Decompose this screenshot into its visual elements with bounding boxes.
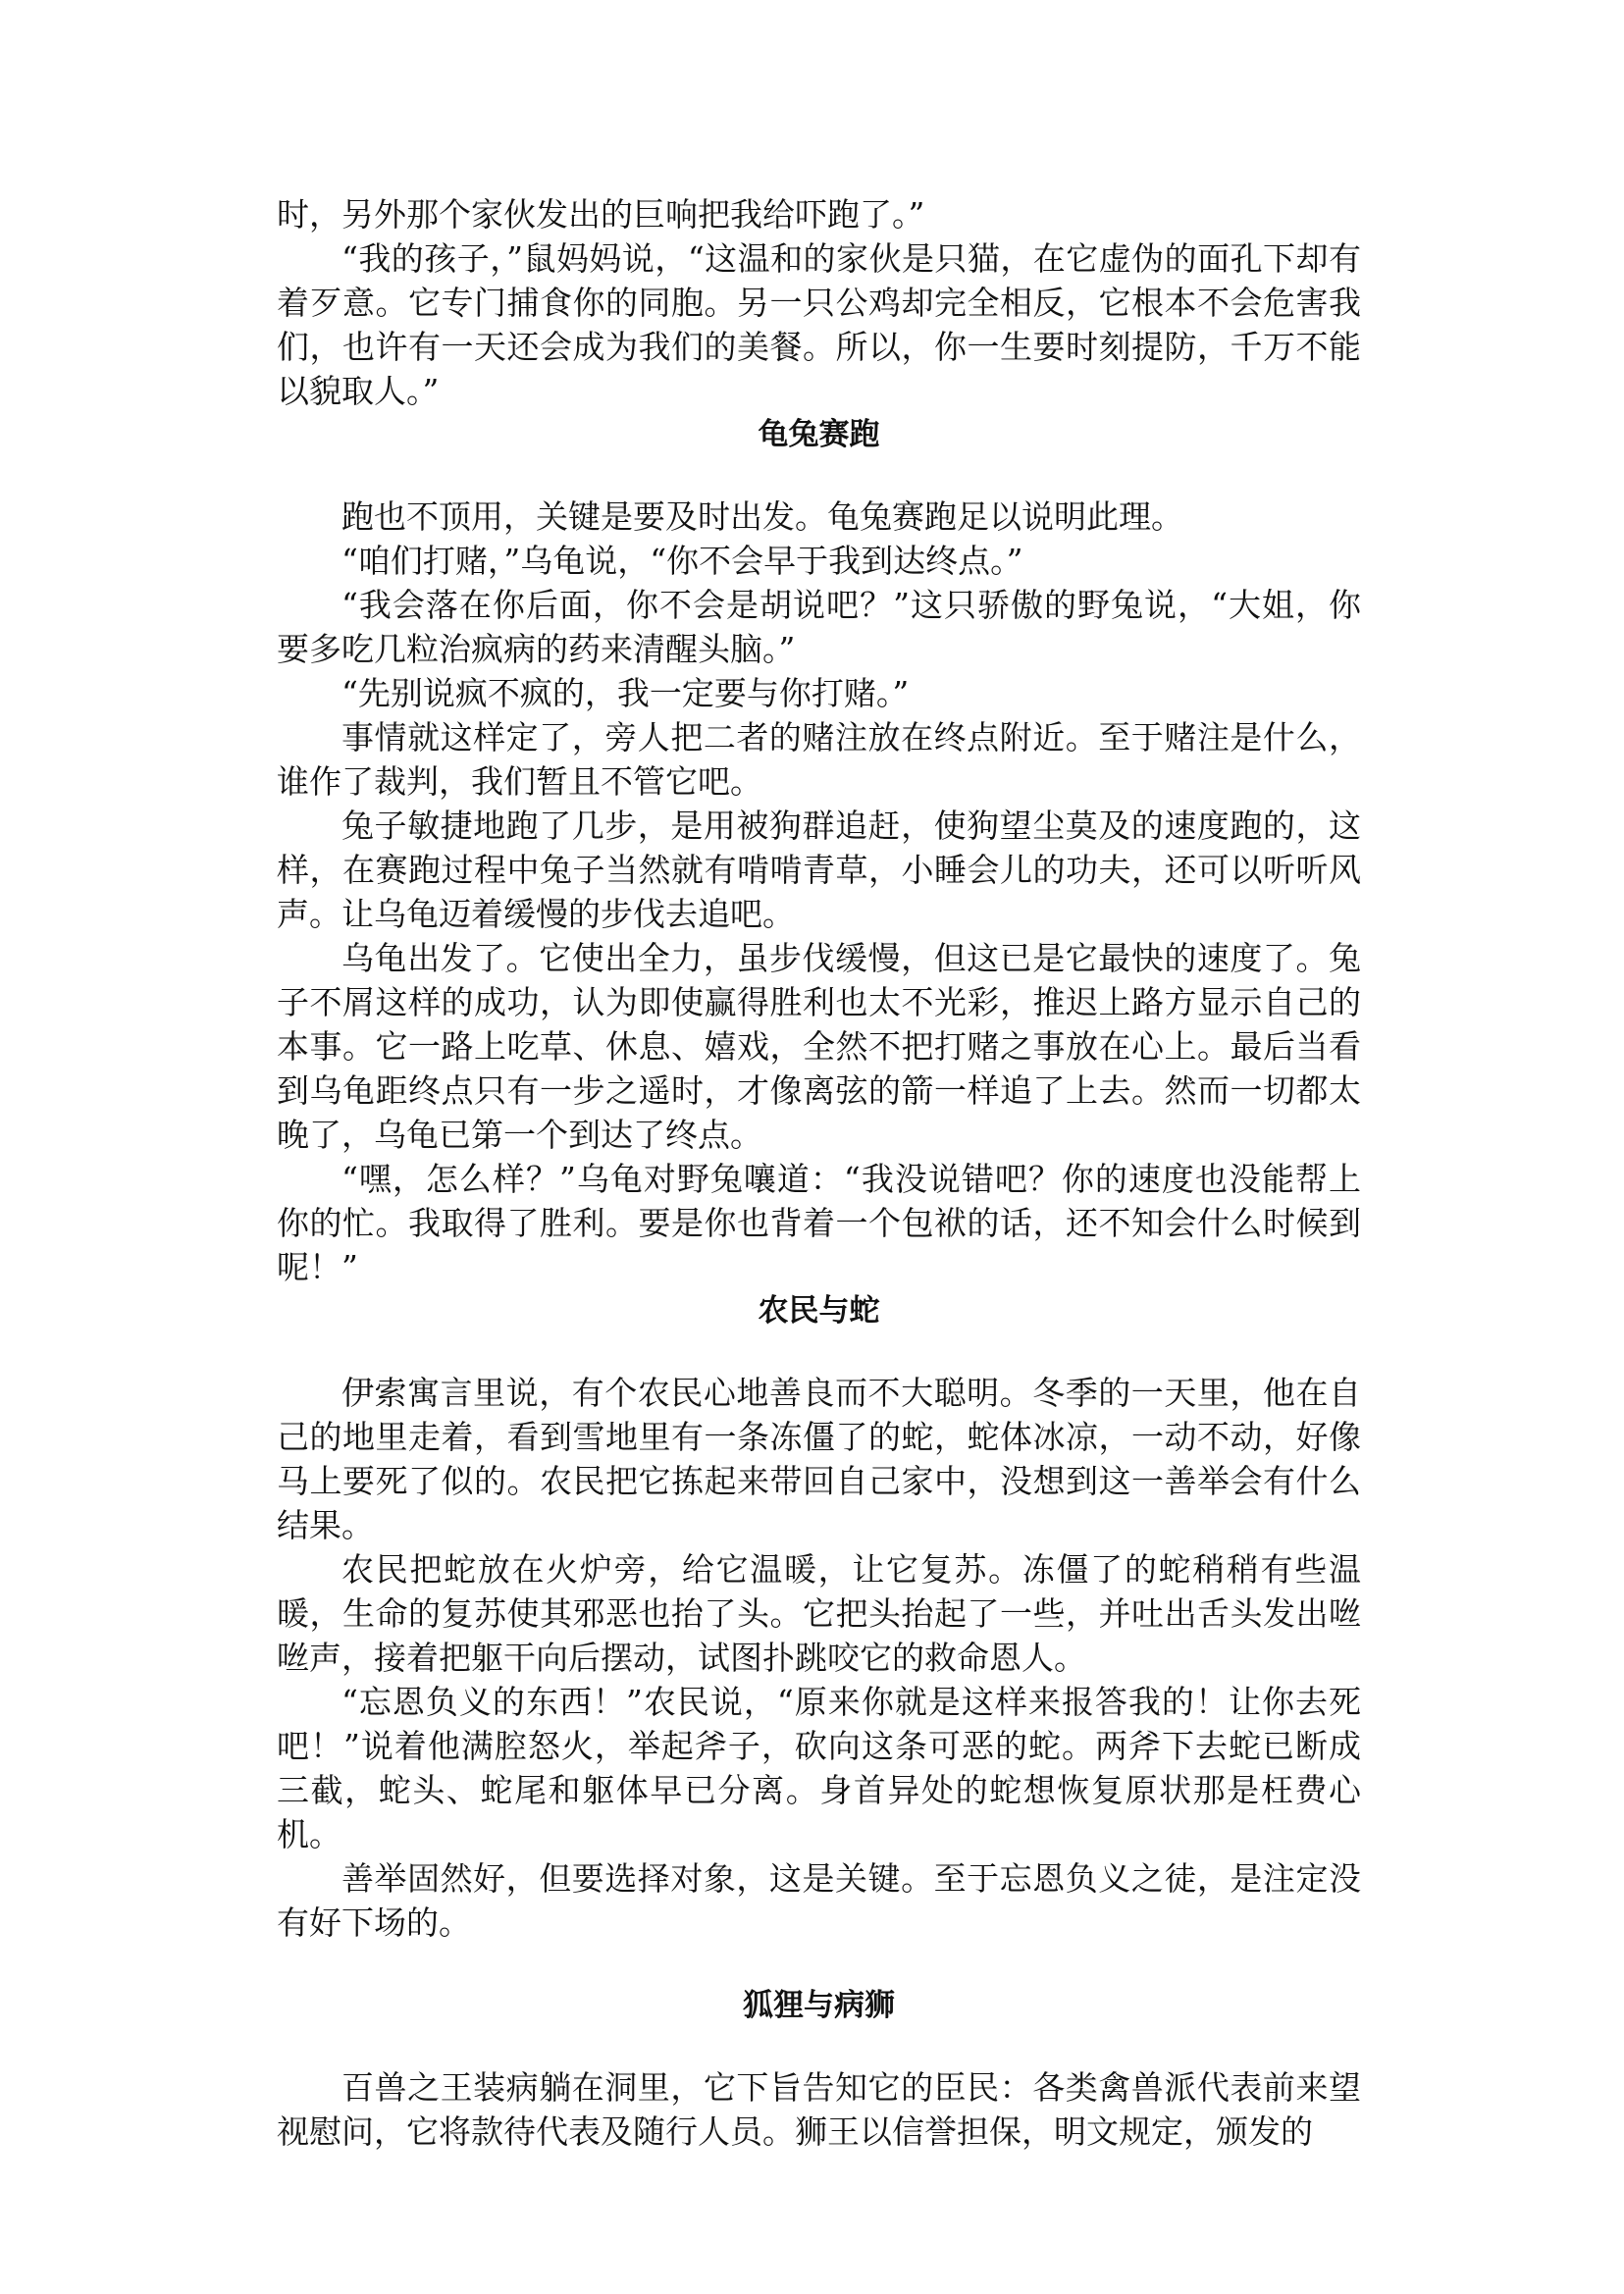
section-title: 狐狸与病狮 (743, 1988, 895, 2023)
story-tortoise-hare (277, 413, 1361, 1289)
paragraph: “先别说疯不疯的，我一定要与你打赌。” (341, 674, 910, 712)
paragraph: 百兽之王装病躺在洞里，它下旨告知它的臣民：各类禽兽派代表前来望视慰问，它将款待代表及随行人员。狮王以信誉担保，明文规定，颁发的 (277, 2068, 1361, 2151)
spacer (277, 1333, 1361, 1371)
paragraph: 跑也不顶用，关键是要及时出发。龟兔赛跑足以说明此理。 (341, 497, 1183, 536)
paragraph: 时，另外那个家伙发出的巨响把我给吓跑了。” (277, 195, 925, 234)
section-title: 农民与蛇 (758, 1293, 880, 1329)
paragraph: 农民把蛇放在火炉旁，给它温暖，让它复苏。冻僵了的蛇稍稍有些温暖，生命的复苏使其邪恶也抬了头。它把头抬起了一些，并吐出舌头发出咝咝声，接着把躯干向后摆动，试图扑跳咬它的救命恩人。 (277, 1550, 1361, 1677)
paragraph: 兔子敏捷地跑了几步，是用被狗群追赶，使狗望尘莫及的速度跑的，这样，在赛跑过程中兔子当然就有啃啃青草，小睡会儿的功夫，还可以听听风声。让乌龟迈着缓慢的步伐去追吧。 (277, 807, 1361, 933)
paragraph: 事情就这样定了，旁人把二者的赌注放在终点附近。至于赌注是什么，谁作了裁判，我们暂且不管它吧。 (277, 718, 1361, 801)
story-fox-lion (277, 1945, 1361, 2154)
paragraph: “忘恩负义的东西！”农民说，“原来你就是这样来报答我的！让你去死吧！”说着他满腔怒火，举起斧子，砍向这条可恶的蛇。两斧下去蛇已断成三截，蛇头、蛇尾和躯体早已分离。身首异处的蛇想恢复原状那是枉费心机。 (277, 1683, 1361, 1853)
paragraph: “我的孩子，”鼠妈妈说，“这温和的家伙是只猫，在它虚伪的面孔下却有着歹意。它专门捕食你的同胞。另一只公鸡却完全相反，它根本不会危害我们，也许有一天还会成为我们的美餐。所以，你一生要时刻提防，千万不能以貌取人。” (277, 239, 1361, 410)
paragraph: “嘿，怎么样？”乌龟对野兔嚷道：“我没说错吧？你的速度也没能帮上你的忙。我取得了胜利。要是你也背着一个包袱的话，还不知会什么时候到呢！” (277, 1160, 1361, 1286)
section-title: 龟兔赛跑 (758, 417, 880, 452)
spacer (277, 457, 1361, 495)
story-continuation (277, 192, 1361, 413)
paragraph: 乌龟出发了。它使出全力，虽步伐缓慢，但这已是它最快的速度了。兔子不屑这样的成功，认为即使赢得胜利也太不光彩，推迟上路方显示自己的本事。它一路上吃草、休息、嬉戏，全然不把打赌之事放在心上。最后当看到乌龟距终点只有一步之遥时，才像离弦的箭一样追了上去。然而一切都太晚了，乌龟已第一个到达了终点。 (277, 939, 1361, 1154)
document-body (277, 192, 1361, 2154)
paragraph: “咱们打赌，”乌龟说，“你不会早于我到达终点。” (341, 542, 1023, 580)
paragraph: “我会落在你后面，你不会是胡说吧？”这只骄傲的野兔说，“大姐，你要多吃几粒治疯病的药来清醒头脑。” (277, 586, 1361, 668)
story-farmer-snake (277, 1289, 1361, 1945)
spacer (277, 2028, 1361, 2065)
spacer (277, 1945, 1361, 1984)
paragraph: 善举固然好，但要选择对象，这是关键。至于忘恩负义之徒，是注定没有好下场的。 (277, 1859, 1361, 1942)
paragraph: 伊索寓言里说，有个农民心地善良而不大聪明。冬季的一天里，他在自己的地里走着，看到雪地里有一条冻僵了的蛇，蛇体冰凉，一动不动，好像马上要死了似的。农民把它拣起来带回自己家中，没想到这一善举会有什么结果。 (277, 1374, 1361, 1544)
